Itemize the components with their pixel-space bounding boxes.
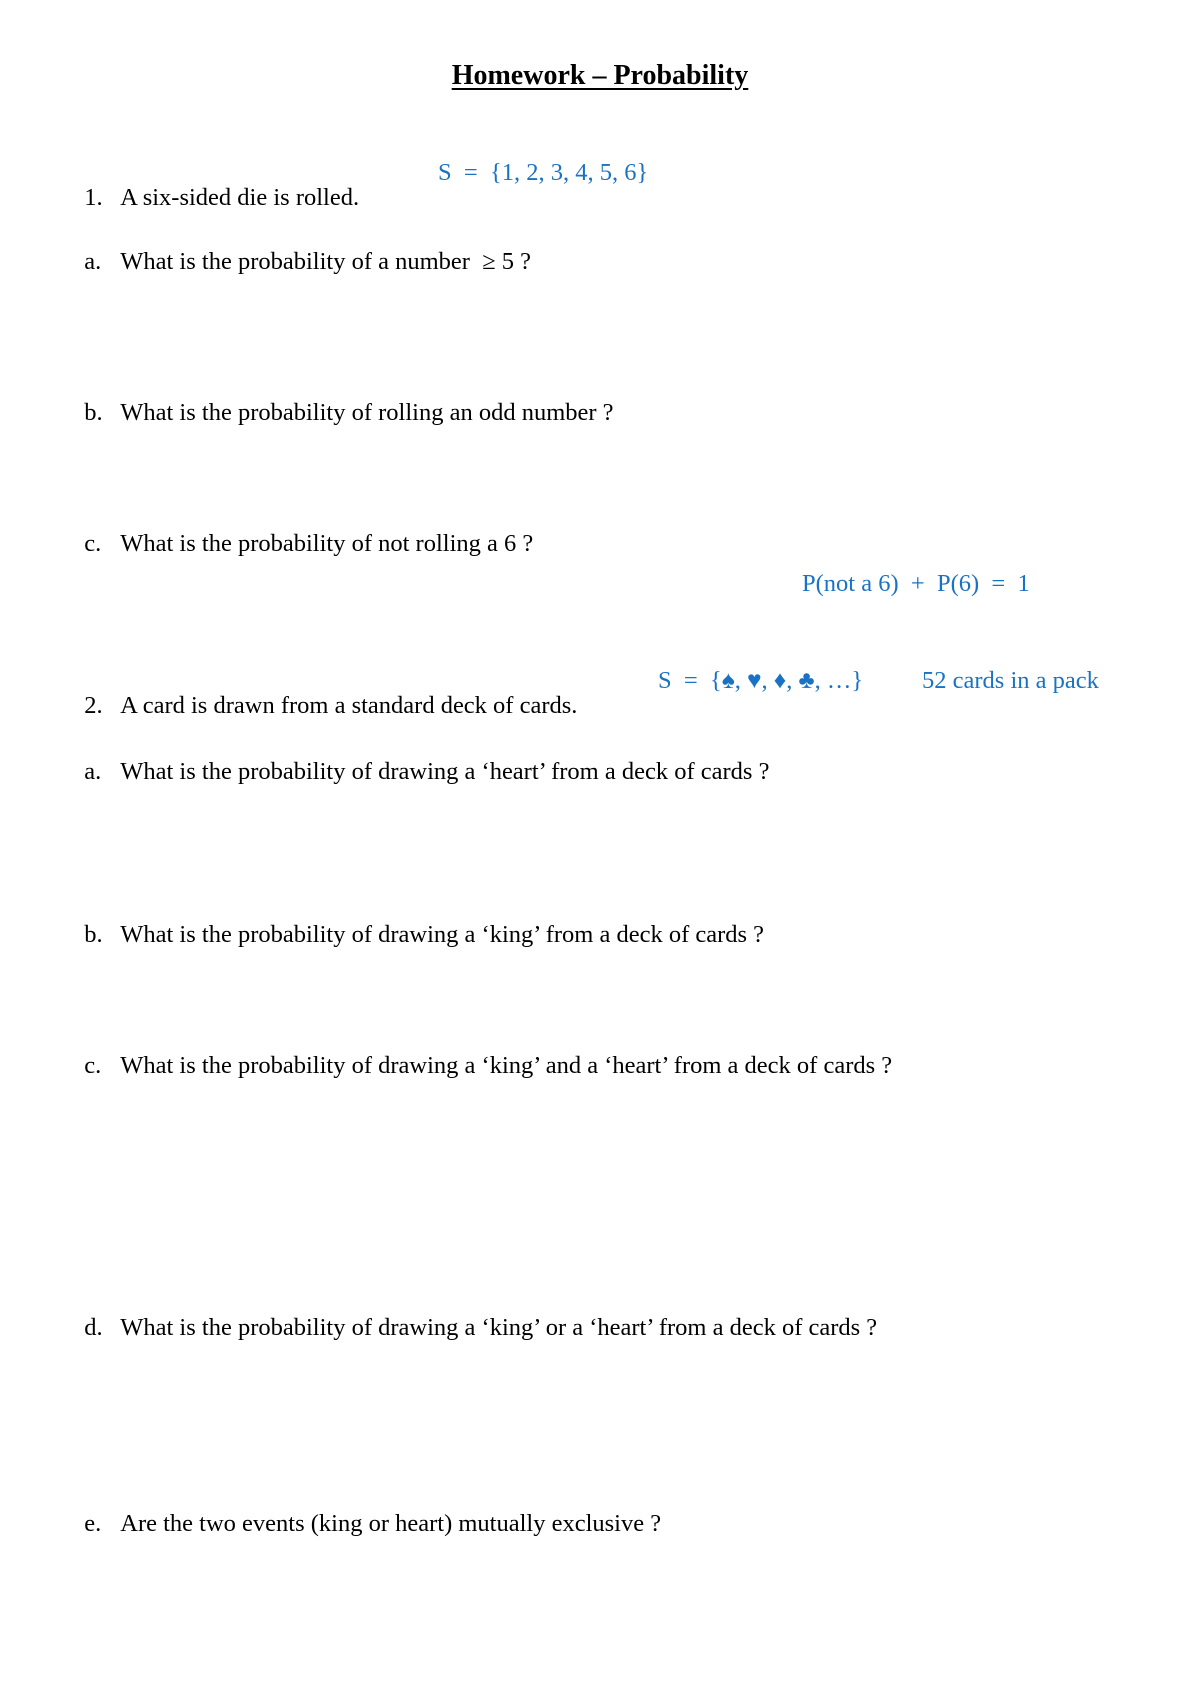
die-sample-space: S = {1, 2, 3, 4, 5, 6} [438, 159, 649, 186]
question-1c-label: c. [84, 529, 102, 557]
question-1-number: 1. [84, 183, 103, 211]
question-1b-text: What is the probability of rolling an odd number ? [120, 398, 614, 426]
question-1a-text: What is the probability of a number ≥ 5 ? [120, 247, 532, 275]
question-2 [72, 669, 577, 718]
question-2-number: 2. [84, 691, 103, 719]
question-2b-label: b. [84, 920, 103, 948]
question-1a [72, 225, 531, 274]
question-1b-label: b. [84, 398, 103, 426]
question-2e-text: Are the two events (king or heart) mutually exclusive ? [120, 1509, 662, 1537]
question-2d [72, 1291, 877, 1340]
question-2a-text: What is the probability of drawing a ‘heart’ from a deck of cards ? [120, 757, 770, 785]
question-2-text: A card is drawn from a standard deck of cards. [120, 691, 578, 719]
question-2c [72, 1029, 892, 1078]
question-1c [72, 507, 533, 556]
question-1c-text: What is the probability of not rolling a 6 ? [120, 529, 534, 557]
page-title: Homework – Probability [451, 60, 749, 91]
question-2b [72, 898, 764, 947]
pack-size-note: 52 cards in a pack [922, 667, 1099, 694]
question-2e-label: e. [84, 1509, 102, 1537]
question-2a-label: a. [84, 757, 102, 785]
question-2c-text: What is the probability of drawing a ‘king’ and a ‘heart’ from a deck of cards ? [120, 1051, 893, 1079]
complement-hint: P(not a 6) + P(6) = 1 [802, 570, 1030, 597]
question-2a [72, 735, 769, 784]
question-2c-label: c. [84, 1051, 102, 1079]
question-1 [72, 161, 359, 210]
question-1-text: A six-sided die is rolled. [120, 183, 360, 211]
question-2e [72, 1487, 661, 1536]
question-1a-label: a. [84, 247, 102, 275]
question-1b [72, 376, 614, 425]
question-2d-text: What is the probability of drawing a ‘king’ or a ‘heart’ from a deck of cards ? [120, 1313, 878, 1341]
question-2b-text: What is the probability of drawing a ‘king’ from a deck of cards ? [120, 920, 765, 948]
question-2d-label: d. [84, 1313, 103, 1341]
card-sample-space: S = {♠, ♥, ♦, ♣, …} [658, 667, 864, 694]
